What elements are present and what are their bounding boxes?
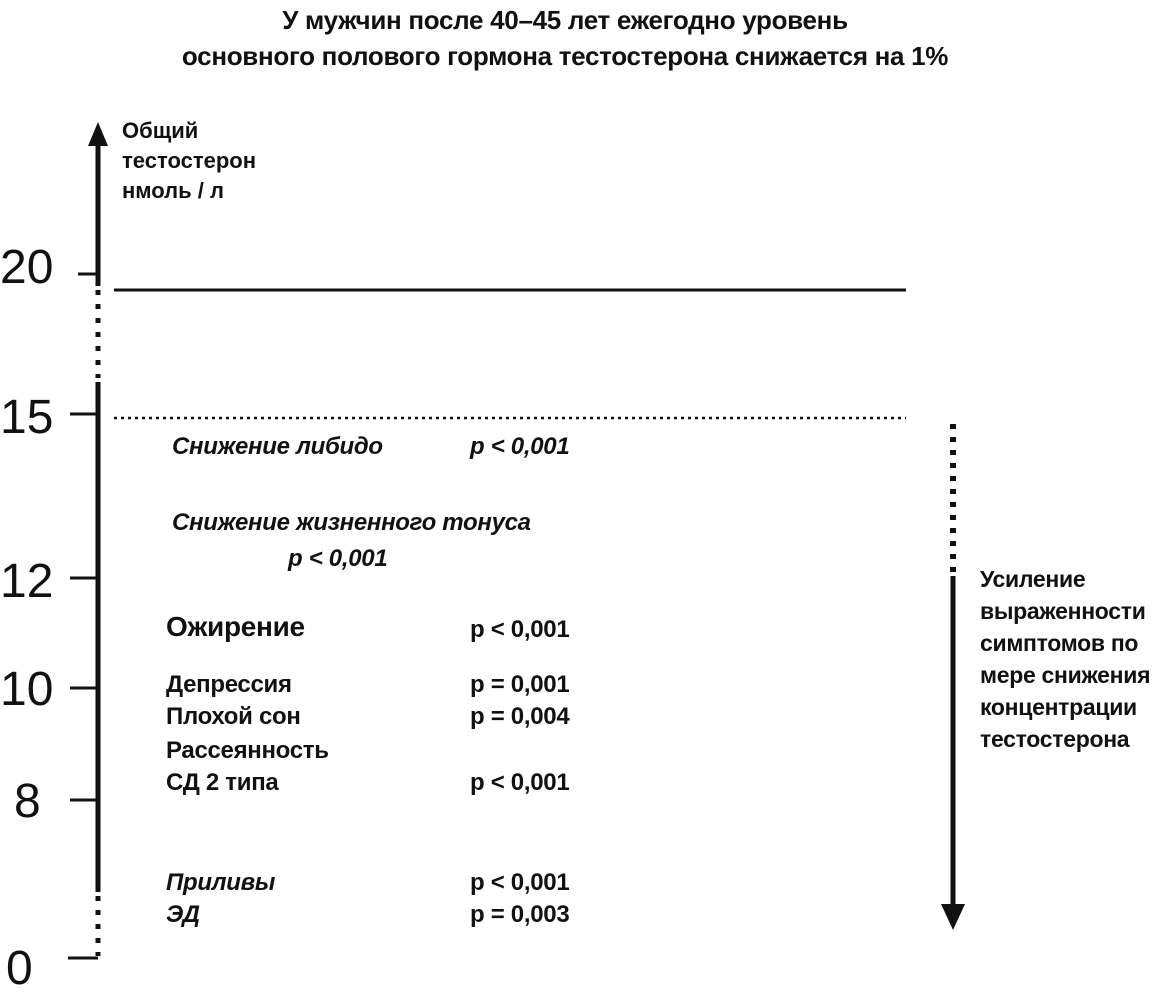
- axis-label-line-1: Общий: [122, 118, 199, 143]
- symptom-name: ЭД: [166, 901, 200, 928]
- symptom-p-value: p = 0,003: [470, 901, 570, 928]
- side-note-line-1: Усиление: [980, 566, 1086, 592]
- symptom-p-value: p = 0,001: [470, 671, 570, 698]
- symptom-name: Снижение жизненного тонуса: [172, 509, 531, 536]
- symptom-p-value: p = 0,004: [470, 703, 570, 730]
- symptom-p-value: p < 0,001: [470, 869, 570, 896]
- tick-label-8: 8: [14, 775, 41, 828]
- symptom-name: СД 2 типа: [166, 769, 279, 796]
- axis-label-line-3: нмоль / л: [122, 178, 224, 203]
- side-note: [980, 563, 1170, 755]
- symptom-p-value: p < 0,001: [470, 616, 570, 643]
- symptom-name: Рассеянность: [166, 737, 329, 764]
- side-note-line-6: тестостерона: [980, 726, 1130, 752]
- side-note-line-4: мере снижения: [980, 662, 1151, 688]
- axis-label: [122, 116, 256, 206]
- symptom-name: Ожирение: [166, 611, 305, 642]
- symptom-name: Депрессия: [166, 671, 292, 698]
- axis-label-line-2: тестостерон: [122, 148, 256, 173]
- tick-label-15: 15: [0, 391, 54, 444]
- symptom-name: Плохой сон: [166, 703, 301, 730]
- symptom-name: Приливы: [166, 869, 276, 896]
- symptom-name: Снижение либидо: [172, 433, 383, 460]
- title-line-1: У мужчин после 40–45 лет ежегодно уровень: [282, 5, 848, 35]
- chart-title: [0, 2, 1130, 74]
- side-note-line-5: концентрации: [980, 694, 1137, 720]
- side-note-line-2: выраженности: [980, 598, 1146, 624]
- side-note-line-3: симптомов по: [980, 630, 1139, 656]
- tick-label-10: 10: [0, 663, 54, 716]
- title-line-2: основного полового гормона тестостерона снижается на 1%: [181, 41, 949, 71]
- tick-label-0: 0: [6, 942, 33, 995]
- symptom-p-value: p < 0,001: [470, 769, 570, 796]
- tick-label-12: 12: [0, 555, 54, 608]
- trend-arrow-head: [941, 904, 965, 930]
- symptom-p-value: p < 0,001: [288, 545, 388, 572]
- tick-label-20: 20: [0, 241, 54, 294]
- symptom-p-value: p < 0,001: [470, 433, 570, 460]
